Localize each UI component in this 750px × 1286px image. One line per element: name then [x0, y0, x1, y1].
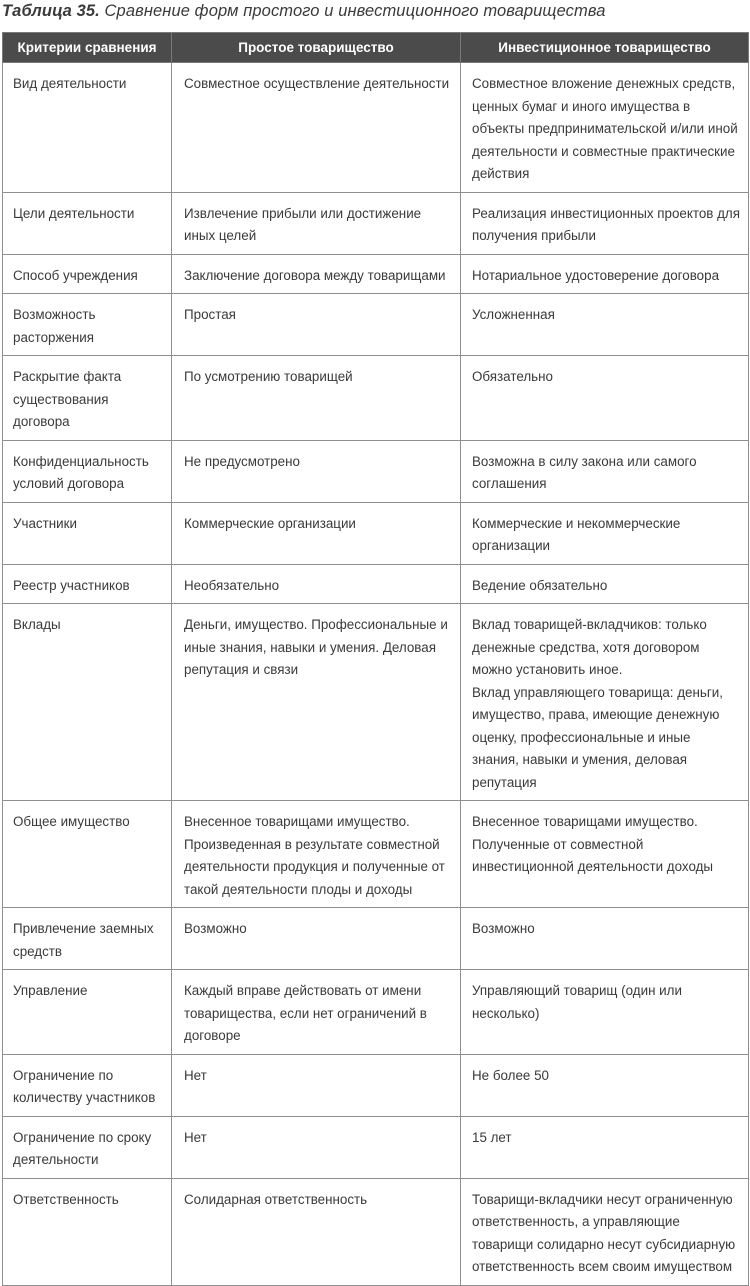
table-row — [3, 1178, 749, 1285]
simple-cell: Коммерческие организации — [172, 502, 461, 564]
investment-cell: Управляющий товарищ (один или несколько) — [461, 970, 749, 1055]
criterion-cell: Раскрытие факта существования договора — [3, 356, 172, 441]
investment-cell-line: Вклад управляющего товарища: деньги, имущество, права, имеющие денежную оценку, профессиональные и иные знания, навыки и умения, деловая репутация — [472, 684, 723, 790]
investment-cell: Реализация инвестиционных проектов для получения прибыли — [461, 192, 749, 254]
criterion-cell: Способ учреждения — [3, 254, 172, 294]
simple-cell: Заключение договора между товарищами — [172, 254, 461, 294]
simple-cell: Нет — [172, 1116, 461, 1178]
criterion-cell: Возможность расторжения — [3, 294, 172, 356]
criterion-cell: Конфиденциальность условий договора — [3, 440, 172, 502]
investment-cell-line: Внесенное товарищами имущество. — [472, 814, 698, 829]
criterion-cell: Реестр участников — [3, 564, 172, 604]
simple-cell: По усмотрению товарищей — [172, 356, 461, 441]
table-title: Сравнение форм простого и инвестиционного товарищества — [104, 2, 606, 20]
simple-cell: Возможно — [172, 908, 461, 970]
header-criteria: Критерии сравнения — [3, 33, 172, 63]
table-row — [3, 970, 749, 1055]
criterion-cell: Ограничение по количеству участников — [3, 1054, 172, 1116]
table-row — [3, 440, 749, 502]
investment-cell — [461, 604, 749, 801]
criterion-cell: Привлечение заемных средств — [3, 908, 172, 970]
criterion-cell: Управление — [3, 970, 172, 1055]
table-row — [3, 564, 749, 604]
simple-cell: Деньги, имущество. Профессиональные и иные знания, навыки и умения. Деловая репутация и связи — [172, 604, 461, 801]
investment-cell: 15 лет — [461, 1116, 749, 1178]
table-row — [3, 294, 749, 356]
comparison-table — [2, 32, 749, 1286]
simple-cell-line: Произведенная в результате совместной деятельности продукция и полученные от такой деятельности плоды и доходы — [184, 836, 445, 897]
investment-cell: Усложненная — [461, 294, 749, 356]
header-simple-partnership: Простое товарищество — [172, 33, 461, 63]
table-row — [3, 192, 749, 254]
table-number: Таблица 35. — [2, 2, 100, 20]
table-row — [3, 254, 749, 294]
criterion-cell: Цели деятельности — [3, 192, 172, 254]
table-row — [3, 801, 749, 908]
investment-cell: Ведение обязательно — [461, 564, 749, 604]
investment-cell: Не более 50 — [461, 1054, 749, 1116]
criterion-cell: Вклады — [3, 604, 172, 801]
investment-cell-line: Полученные от совместной инвестиционной деятельности доходы — [472, 836, 714, 874]
simple-cell: Каждый вправе действовать от имени товарищества, если нет ограничений в договоре — [172, 970, 461, 1055]
table-row — [3, 908, 749, 970]
criterion-cell: Участники — [3, 502, 172, 564]
table-row — [3, 63, 749, 193]
simple-cell-line: Внесенное товарищами имущество. — [184, 814, 410, 829]
simple-cell: Необязательно — [172, 564, 461, 604]
table-row — [3, 356, 749, 441]
table-row — [3, 502, 749, 564]
simple-cell: Не предусмотрено — [172, 440, 461, 502]
simple-cell: Извлечение прибыли или достижение иных целей — [172, 192, 461, 254]
criterion-cell: Вид деятельности — [3, 63, 172, 193]
header-investment-partnership: Инвестиционное товарищество — [461, 33, 749, 63]
investment-cell: Возможна в силу закона или самого соглашения — [461, 440, 749, 502]
investment-cell: Возможно — [461, 908, 749, 970]
simple-cell — [172, 801, 461, 908]
investment-cell: Коммерческие и некоммерческие организации — [461, 502, 749, 564]
table-row — [3, 1054, 749, 1116]
simple-cell: Простая — [172, 294, 461, 356]
table-row — [3, 604, 749, 801]
simple-cell: Совместное осуществление деятельности — [172, 63, 461, 193]
table-header-row — [3, 33, 749, 63]
investment-cell — [461, 801, 749, 908]
simple-cell: Солидарная ответственность — [172, 1178, 461, 1285]
table-row — [3, 1116, 749, 1178]
criterion-cell: Ответственность — [3, 1178, 172, 1285]
table-caption — [2, 0, 606, 24]
criterion-cell: Общее имущество — [3, 801, 172, 908]
investment-cell: Нотариальное удостоверение договора — [461, 254, 749, 294]
criterion-cell: Ограничение по сроку деятельности — [3, 1116, 172, 1178]
investment-cell: Обязательно — [461, 356, 749, 441]
investment-cell: Совместное вложение денежных средств, ценных бумаг и иного имущества в объекты предпринимательской и/или иной деятельности и совместные практические действия — [461, 63, 749, 193]
investment-cell: Товарищи-вкладчики несут ограниченную ответственность, а управляющие товарищи солидарно несут субсидиарную ответственность всем своим имуществом — [461, 1178, 749, 1285]
simple-cell: Нет — [172, 1054, 461, 1116]
investment-cell-line: Вклад товарищей-вкладчиков: только денежные средства, хотя договором можно установить иное. — [472, 617, 707, 677]
